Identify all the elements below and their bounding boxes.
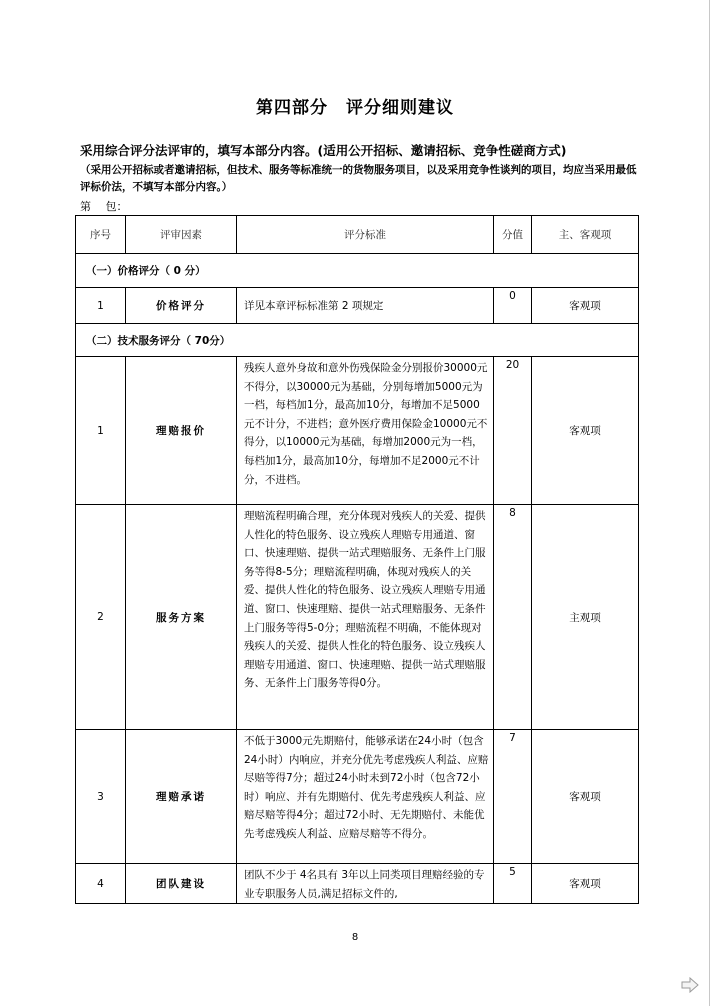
row-num: 1: [76, 288, 126, 324]
row-score: 0: [494, 288, 532, 324]
section-tech-label: （二）技术服务评分（ 70分）: [76, 324, 639, 357]
scoring-table: [75, 215, 639, 904]
row-score: 20: [494, 357, 532, 505]
row-num: 4: [76, 864, 126, 904]
row-type: 客观项: [532, 730, 639, 864]
row-standard: 详见本章评标标准第 2 项规定: [237, 288, 494, 324]
row-score: 5: [494, 864, 532, 904]
row-factor: 理赔报价: [126, 357, 237, 505]
page-title: 第四部分 评分细则建议: [256, 98, 454, 118]
package-label: 第 包：: [80, 200, 128, 213]
header-standard: 评分标准: [237, 216, 494, 254]
row-type: 主观项: [532, 505, 639, 730]
next-page-arrow-icon[interactable]: [680, 977, 700, 993]
row-type: 客观项: [532, 288, 639, 324]
header-factor: 评审因素: [126, 216, 237, 254]
row-score: 8: [494, 505, 532, 730]
row-score: 7: [494, 730, 532, 864]
row-factor: 团队建设: [126, 864, 237, 904]
row-standard: 残疾人意外身故和意外伤残保险金分别报价30000元不得分，以30000元为基础，分别每增加5000元为一档，每档加1分，最高加10分，每增加不足5000元不计分，不进档；意外医疗费用保险金10000元不得分，以10000元为基础，每增加2000元为一档，每档加1分，最高加10分，每增加不足2000元不计分，不进档。: [237, 357, 494, 505]
table-header-row: [76, 216, 639, 254]
row-type: 客观项: [532, 864, 639, 904]
row-standard: 理赔流程明确合理，充分体现对残疾人的关爱、提供人性化的特色服务、设立残疾人理赔专用通道、窗口、快速理赔、提供一站式理赔服务、无条件上门服务等得8-5分；理赔流程明确，体现对残疾人的关爱、提供人性化的特色服务、设立残疾人理赔专用通道、窗口、快速理赔、提供一站式理赔服务、无条件上门服务等得5-0分；理赔流程不明确，不能体现对残疾人的关爱、提供人性化的特色服务、设立残疾人理赔专用通道、窗口、快速理赔、提供一站式理赔服务、无条件上门服务等得0分。: [237, 505, 494, 730]
row-num: 1: [76, 357, 126, 505]
page-number: 8: [351, 932, 359, 943]
section-price-row: [76, 254, 639, 288]
table-row: [76, 505, 639, 730]
table-row: [76, 357, 639, 505]
row-factor: 价格评分: [126, 288, 237, 324]
row-standard: 不低于3000元先期赔付，能够承诺在24小时（包含24小时）内响应，并充分优先考虑残疾人利益、应赔尽赔等得7分；超过24小时未到72小时（包含72小时）响应、并有先期赔付、优先考虑残疾人利益、应赔尽赔等得4分；超过72小时、无先期赔付、未能优先考虑残疾人利益、应赔尽赔等不得分。: [237, 730, 494, 864]
table-row: [76, 730, 639, 864]
header-type: 主、客观项: [532, 216, 639, 254]
row-num: 3: [76, 730, 126, 864]
section-tech-row: [76, 324, 639, 357]
intro-note: （采用公开招标或者邀请招标，但技术、服务等标准统一的货物服务项目，以及采用竞争性谈判的项目，均应当采用最低评标价法，不填写本部分内容。）: [80, 164, 637, 193]
row-standard: 团队不少于 4名具有 3年以上同类项目理赔经验的专业专职服务人员,满足招标文件的,: [237, 864, 494, 904]
row-type: 客观项: [532, 357, 639, 505]
intro-instruction: 采用综合评分法评审的，填写本部分内容。(适用公开招标、邀请招标、竞争性磋商方式): [80, 143, 567, 158]
table-row: [76, 288, 639, 324]
row-factor: 理赔承诺: [126, 730, 237, 864]
row-num: 2: [76, 505, 126, 730]
header-score: 分值: [494, 216, 532, 254]
header-num: 序号: [76, 216, 126, 254]
section-price-label: （一）价格评分（ 0 分）: [76, 254, 639, 288]
row-factor: 服务方案: [126, 505, 237, 730]
table-row: [76, 864, 639, 904]
